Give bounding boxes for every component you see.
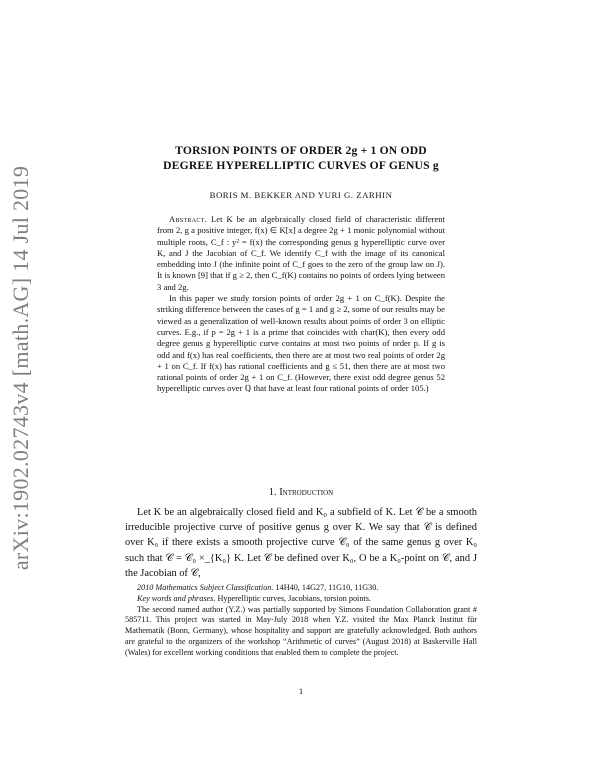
- footnotes: [125, 583, 477, 659]
- msc-codes: 14H40, 14G27, 11G10, 11G30.: [275, 583, 379, 592]
- abstract: [157, 214, 445, 395]
- abstract-paragraph-2: In this paper we study torsion points of order 2g + 1 on C_f(K). Despite the striking difference between the cases of g = 1 and g ≥ 2, some of our results may be viewed as a generalization of well-known results about points of order 3 on elliptic curves. E.g., if p = 2g + 1 is a prime that coincides with char(K), then every odd degree genus g hyperelliptic curve contains at most two points of order p. If g is odd and f(x) has real coefficients, then there are at most two real points of order 2g + 1 on C_f. If f(x) has rational coefficients and g ≤ 51, then there are at most two rational points of order 2g + 1 on C_f. (However, there exist odd degree genus 52 hyperelliptic curves over ℚ that have at least four rational points of order 105.): [157, 293, 445, 394]
- page-number: 1: [298, 686, 304, 696]
- abstract-paragraph-1: [157, 214, 445, 293]
- authors: BORIS M. BEKKER AND YURI G. ZARHIN: [209, 190, 393, 200]
- arxiv-stamp: arXiv:1902.02743v4 [math.AG] 14 Jul 2019: [8, 165, 34, 571]
- intro-paragraph: Let K be an algebraically closed field and K₀ a subfield of K. Let 𝒞 be a smooth irreducible projective curve of positive genus g over K. We say that 𝒞 is defined over K₀ if there exists a smooth projective curve 𝒞₀ of the same genus g over K₀ such that 𝒞 = 𝒞₀ ×_{K₀} K. Let 𝒞 be defined over K₀, O be a K₀-point on 𝒞, and J the Jacobian of 𝒞,: [125, 507, 477, 579]
- section-title: Introduction: [279, 487, 334, 498]
- abstract-label: Abstract.: [169, 214, 208, 224]
- abstract-text-1: Let K be an algebraically closed field of characteristic different from 2, g a positive integer, f(x) ∈ K[x] a degree 2g + 1 monic polynomial without multiple roots, C_f : y² = f(x) the corresponding genus g hyperelliptic curve over K, and J the Jacobian of C_f. We identify C_f with the image of its canonical embedding into J (the infinite point of C_f goes to the zero of the group law on J). It is known [9] that if g ≥ 2, then C_f(K) contains no points of orders lying between 3 and 2g.: [157, 214, 445, 292]
- title-line-2: DEGREE HYPERELLIPTIC CURVES OF GENUS g: [163, 159, 439, 172]
- keywords-label: Key words and phrases.: [137, 593, 216, 603]
- arxiv-stamp-container: [2, 165, 40, 571]
- msc-label: 2010 Mathematics Subject Classification.: [137, 583, 274, 592]
- footnote-acknowledgement: The second named author (Y.Z.) was partially supported by Simons Foundation Collaboration grant # 585711. This project was started in May-July 2018 when Y.Z. visited the Max Planck Institut für Mathematik (Bonn, Germany), whose hospitality and support are gratefully acknowledged. Both authors are grateful to the organizers of the workshop “Arithmetic of curves” (August 2018) at Baskerville Hall (Wales) for excellent working conditions that enabled them to complete the project.: [125, 604, 477, 657]
- footnote-msc: [125, 583, 477, 594]
- keywords: Hyperelliptic curves, Jacobians, torsion points.: [217, 593, 371, 603]
- footnote-keywords: [125, 594, 477, 605]
- section-number: 1.: [268, 487, 277, 498]
- paper-title: [125, 143, 477, 173]
- title-line-1: TORSION POINTS OF ORDER 2g + 1 ON ODD: [175, 144, 427, 157]
- section-heading: [125, 487, 477, 498]
